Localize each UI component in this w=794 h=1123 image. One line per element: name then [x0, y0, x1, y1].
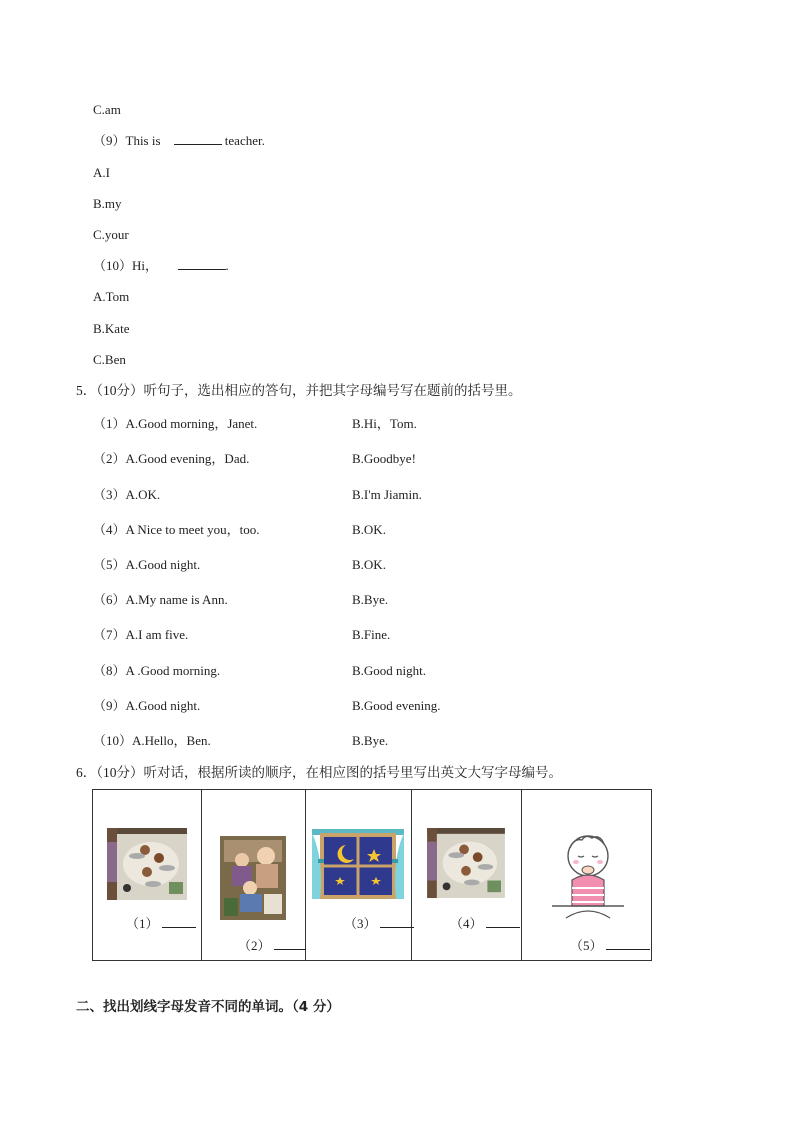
answer-blank-3[interactable] [380, 915, 414, 928]
q9-option-a: A.I [93, 165, 110, 180]
picture-cell-2 [202, 790, 306, 961]
caption-4 [450, 913, 520, 932]
answer-blank-2[interactable] [274, 937, 306, 950]
q9-prefix: （9）This is [93, 133, 161, 148]
q5-item-7-a: （7）A.I am five. [93, 627, 189, 642]
q5-item-3-b: B.I'm Jiamin. [352, 487, 422, 502]
dinner-table-scene-icon [107, 828, 187, 900]
q10-suffix: . [225, 258, 229, 273]
picture-table [92, 789, 652, 961]
answer-blank-1[interactable] [162, 915, 196, 928]
caption-2-label: （2） [238, 938, 271, 953]
question-5-title: 5．（10分）听句子，选出相应的答句，并把其字母编号写在题前的括号里。 [76, 383, 522, 398]
night-window-icon [312, 829, 404, 899]
caption-1-label: （1） [126, 916, 159, 931]
q5-item-1-b: B.Hi，Tom. [352, 416, 417, 431]
section-2-heading: 二、找出划线字母发音不同的单词。（4 分） [76, 999, 340, 1015]
q10-option-c: C.Ben [93, 352, 126, 367]
caption-3 [344, 913, 414, 932]
sleepy-child-icon [552, 832, 624, 920]
question-9-stem [93, 132, 265, 150]
q5-item-8-a: （8）A .Good morning. [93, 663, 221, 678]
q5-item-10-b: B.Bye. [352, 733, 389, 748]
picture-cell-1 [93, 790, 202, 961]
q5-item-4-b: B.OK. [352, 522, 386, 537]
picture-cell-5 [522, 790, 652, 961]
picture-cell-3 [306, 790, 412, 961]
dinner-table-scene-icon [424, 828, 508, 898]
q9-option-c: C.your [93, 227, 129, 242]
q10-option-b: B.Kate [93, 321, 130, 336]
family-group-scene-icon [220, 836, 286, 920]
answer-blank-5[interactable] [606, 937, 650, 950]
question-10-stem [93, 257, 229, 275]
q5-item-8-b: B.Good night. [352, 663, 427, 678]
q5-item-4-a: （4）A Nice to meet you，too. [93, 522, 260, 537]
q5-item-2-a: （2）A.Good evening，Dad. [93, 451, 250, 466]
q5-item-1-a: （1）A.Good morning，Janet. [93, 416, 258, 431]
q9-suffix: teacher. [224, 133, 265, 148]
caption-5 [570, 935, 650, 954]
picture-cell-4 [412, 790, 522, 961]
caption-2 [238, 935, 306, 954]
q5-item-6-a: （6）A.My name is Ann. [93, 592, 228, 607]
q9-option-b: B.my [93, 196, 122, 211]
q5-item-3-a: （3）A.OK. [93, 487, 161, 502]
q5-item-9-a: （9）A.Good night. [93, 698, 201, 713]
q5-item-7-b: B.Fine. [352, 627, 391, 642]
caption-4-label: （4） [450, 916, 483, 931]
caption-5-label: （5） [570, 938, 603, 953]
caption-3-label: （3） [344, 916, 377, 931]
q9-blank[interactable] [174, 132, 222, 145]
q5-item-2-b: B.Goodbye! [352, 451, 416, 466]
option-c-am: C.am [93, 102, 121, 117]
q10-blank[interactable] [178, 257, 226, 270]
caption-1 [126, 913, 196, 932]
q5-item-9-b: B.Good evening. [352, 698, 441, 713]
q5-item-5-b: B.OK. [352, 557, 386, 572]
answer-blank-4[interactable] [486, 915, 520, 928]
question-6-title: 6．（10分）听对话，根据所读的顺序，在相应图的括号里写出英文大写字母编号。 [76, 765, 562, 780]
q10-option-a: A.Tom [93, 289, 130, 304]
q10-prefix: （10）Hi， [93, 258, 159, 273]
q5-item-10-a: （10）A.Hello，Ben. [93, 733, 211, 748]
q5-item-6-b: B.Bye. [352, 592, 389, 607]
q5-item-5-a: （5）A.Good night. [93, 557, 201, 572]
